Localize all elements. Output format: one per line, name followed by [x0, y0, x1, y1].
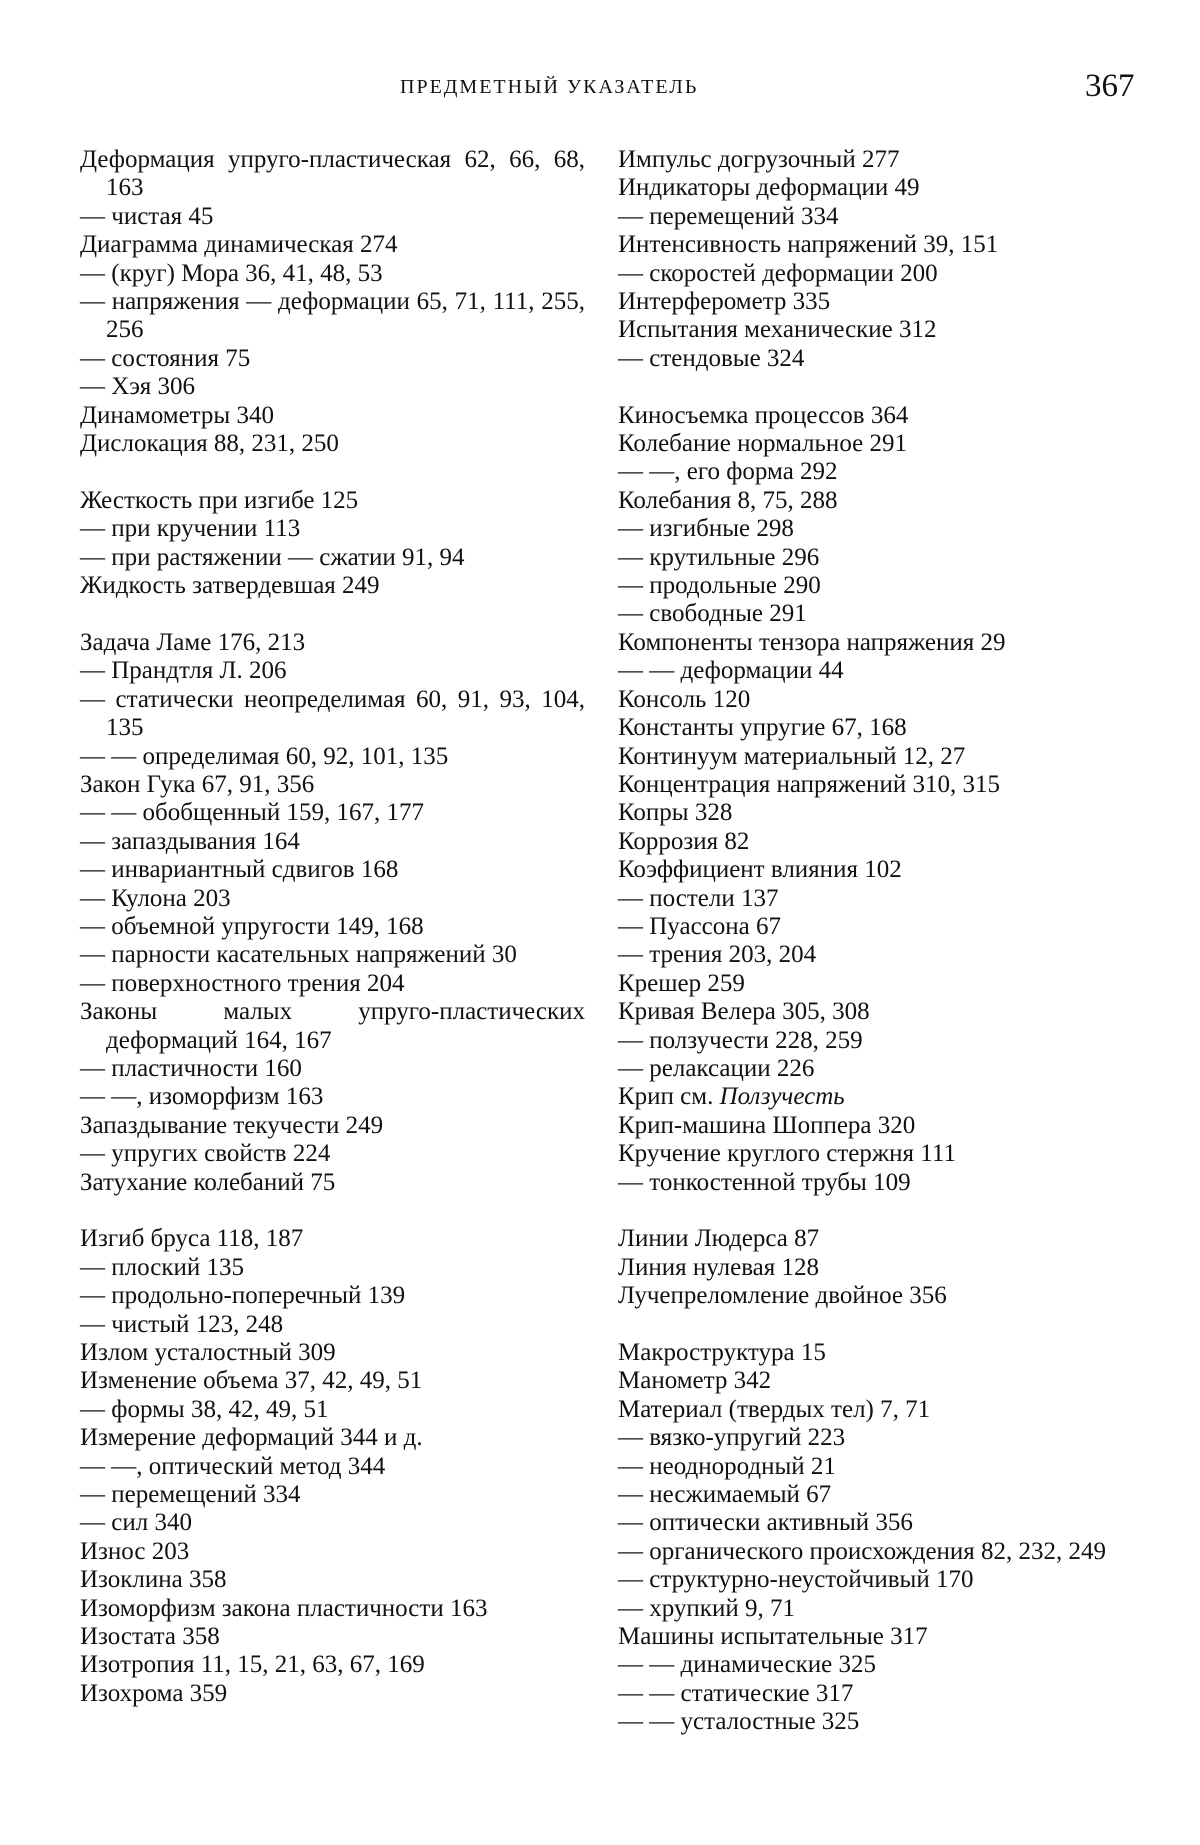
- index-entry: [618, 1566, 1123, 1594]
- index-entry: [618, 913, 1123, 941]
- index-entry: [618, 1680, 1123, 1708]
- index-entry-text: Манометр 342: [618, 1367, 772, 1395]
- index-entry-text: — ползучести 228, 259: [618, 1026, 863, 1054]
- index-entry: [618, 941, 1123, 969]
- index-entry-text: Динамометры 340: [80, 401, 274, 429]
- index-entry: [80, 1566, 585, 1594]
- index-entry: [618, 174, 1123, 202]
- index-entry-text: — продольно-поперечный 139: [80, 1282, 406, 1310]
- index-entry-text: Изохрома 359: [80, 1679, 228, 1707]
- index-entry-text: — напряжения — деформации 65, 71, 111, 255, 256: [80, 288, 585, 344]
- index-entry: [618, 600, 1123, 628]
- index-entry-text: — стендовые 324: [618, 344, 805, 372]
- index-entry-text: — неоднородный 21: [618, 1452, 836, 1480]
- index-entry-text: Макроструктура 15: [618, 1339, 826, 1367]
- index-entry-text: — поверхностного трения 204: [80, 969, 405, 997]
- index-entry: [618, 1140, 1123, 1168]
- index-entry-text: Константы упругие 67, 168: [618, 714, 907, 742]
- index-entry: [618, 686, 1123, 714]
- index-entry: [618, 629, 1123, 657]
- index-entry: [618, 1367, 1123, 1395]
- index-entry-crossref: Ползучесть: [719, 1083, 845, 1111]
- index-entry: [80, 487, 585, 515]
- index-entry-text: — — деформации 44: [618, 657, 844, 685]
- index-entry-text: — органического происхождения 82, 232, 249: [618, 1537, 1107, 1565]
- index-entry-text: — упругих свойств 224: [80, 1140, 331, 1168]
- index-entry: [618, 743, 1123, 771]
- index-entry-text: Колебание нормальное 291: [618, 430, 907, 458]
- index-entry: [618, 998, 1123, 1026]
- index-entry-text: Компоненты тензора напряжения 29: [618, 628, 1006, 656]
- index-entry: [618, 544, 1123, 572]
- index-entry-text: — инвариантный сдвигов 168: [80, 856, 399, 884]
- index-entry: [80, 885, 585, 913]
- index-entry-text: — релаксации 226: [618, 1054, 815, 1082]
- index-entry-text: Диаграмма динамическая 274: [80, 231, 398, 259]
- index-entry-text: — изгибные 298: [618, 515, 794, 543]
- index-entry-text: Изменение объема 37, 42, 49, 51: [80, 1367, 423, 1395]
- index-entry-text: Крешер 259: [618, 969, 745, 997]
- index-entry-text: — структурно-неустойчивый 170: [618, 1566, 974, 1594]
- index-entry-text: Лучепреломление двойное 356: [618, 1282, 947, 1310]
- index-entry-text: — скоростей деформации 200: [618, 259, 938, 287]
- index-entry-text: — Прандтля Л. 206: [80, 657, 287, 685]
- section-gap: [618, 1311, 1123, 1339]
- index-entry-text: Линия нулевая 128: [618, 1253, 820, 1281]
- index-entry: [80, 203, 585, 231]
- index-entry: [618, 1027, 1123, 1055]
- index-entry: [80, 146, 585, 203]
- index-entry-text: Кривая Велера 305, 308: [618, 998, 870, 1026]
- index-entry: [80, 1595, 585, 1623]
- index-entry: [618, 1708, 1123, 1736]
- index-entry-text: Деформация упруго-пластическая 62, 66, 68, 163: [80, 146, 585, 202]
- index-entry: [80, 544, 585, 572]
- index-entry-text: — Кулона 203: [80, 884, 231, 912]
- index-entry: [618, 515, 1123, 543]
- index-entry-text: — вязко-упругий 223: [618, 1424, 846, 1452]
- index-entry: [80, 288, 585, 345]
- index-entry: [80, 1112, 585, 1140]
- index-entry: [80, 686, 585, 743]
- index-entry: [618, 345, 1123, 373]
- index-entry: [618, 203, 1123, 231]
- index-entry: [80, 1396, 585, 1424]
- index-entry: [80, 1254, 585, 1282]
- index-entry: [618, 402, 1123, 430]
- index-entry: [618, 856, 1123, 884]
- index-entry: [80, 345, 585, 373]
- index-entry-text: — свободные 291: [618, 600, 807, 628]
- index-entry: [80, 515, 585, 543]
- index-entry-text: — постели 137: [618, 884, 779, 912]
- index-entry: [618, 1509, 1123, 1537]
- index-entry-text: — объемной упругости 149, 168: [80, 912, 424, 940]
- index-entry-text: — пластичности 160: [80, 1054, 302, 1082]
- index-entry-text: Линии Людерса 87: [618, 1225, 820, 1253]
- index-entry-text: — Пуассона 67: [618, 912, 781, 940]
- index-entry-text: Задача Ламе 176, 213: [80, 628, 306, 656]
- index-entry-text: Законы малых упруго-пластических деформаций 164, 167: [80, 998, 585, 1054]
- index-entry-text: — — определимая 60, 92, 101, 135: [80, 742, 449, 770]
- index-entry: [80, 231, 585, 259]
- index-entry-text: — —, изоморфизм 163: [80, 1083, 324, 1111]
- index-entry-text: — плоский 135: [80, 1253, 244, 1281]
- index-column-left: [80, 146, 585, 1708]
- index-entry: [80, 913, 585, 941]
- index-entry-text: Изотропия 11, 15, 21, 63, 67, 169: [80, 1651, 425, 1679]
- index-entry-text: Изоклина 358: [80, 1566, 227, 1594]
- index-entry-text: — сил 340: [80, 1509, 192, 1537]
- index-entry-text: — статически неопределимая 60, 91, 93, 104, 135: [80, 685, 585, 742]
- index-entry-text: Испытания механические 312: [618, 316, 937, 344]
- index-entry-text: — состояния 75: [80, 344, 251, 372]
- index-entry-text: Крип-машина Шоппера 320: [618, 1111, 916, 1139]
- index-entry-text: Машины испытательные 317: [618, 1623, 928, 1651]
- index-entry: [80, 1055, 585, 1083]
- index-entry-text: Жидкость затвердевшая 249: [80, 572, 380, 600]
- index-entry: [618, 1623, 1123, 1651]
- index-entry: [618, 1225, 1123, 1253]
- index-entry-text: — при растяжении — сжатии 91, 94: [80, 543, 465, 571]
- page-number: 367: [1085, 68, 1135, 104]
- index-entry: [618, 1169, 1123, 1197]
- index-entry-text: — Хэя 306: [80, 373, 195, 401]
- index-entry-text: — (круг) Мора 36, 41, 48, 53: [80, 259, 383, 287]
- index-entry-text: — тонкостенной трубы 109: [618, 1168, 911, 1196]
- index-entry-text: Индикаторы деформации 49: [618, 174, 920, 202]
- index-entry: [80, 1311, 585, 1339]
- index-entry: [80, 1083, 585, 1111]
- index-entry: [618, 487, 1123, 515]
- index-entry: [618, 146, 1123, 174]
- index-entry: [80, 629, 585, 657]
- index-entry: [618, 1339, 1123, 1367]
- index-entry-text: Изостата 358: [80, 1623, 220, 1651]
- index-column-right: [618, 146, 1123, 1737]
- index-entry-text: — чистый 123, 248: [80, 1310, 284, 1338]
- index-entry-text: Излом усталостный 309: [80, 1339, 336, 1367]
- index-entry-text: Изоморфизм закона пластичности 163: [80, 1594, 488, 1622]
- index-entry: [80, 1680, 585, 1708]
- index-entry-text: — — динамические 325: [618, 1651, 877, 1679]
- index-entry-text: Износ 203: [80, 1537, 190, 1565]
- index-entry: [618, 260, 1123, 288]
- index-entry: [618, 458, 1123, 486]
- index-entry: [80, 1367, 585, 1395]
- index-entry: [618, 1112, 1123, 1140]
- index-entry-text: — запаздывания 164: [80, 827, 300, 855]
- index-entry: [80, 402, 585, 430]
- index-entry-text: — продольные 290: [618, 572, 821, 600]
- index-entry: [618, 1651, 1123, 1679]
- index-entry: [80, 941, 585, 969]
- index-entry: [618, 288, 1123, 316]
- index-entry: [80, 1225, 585, 1253]
- index-entry: [618, 1055, 1123, 1083]
- section-gap: [618, 1197, 1123, 1225]
- index-entry-text: Закон Гука 67, 91, 356: [80, 770, 315, 798]
- index-entry-text: Киносъемка процессов 364: [618, 401, 909, 429]
- index-entry: [618, 572, 1123, 600]
- index-entry-text: — —, оптический метод 344: [80, 1452, 386, 1480]
- index-entry-text: — хрупкий 9, 71: [618, 1594, 795, 1622]
- index-entry: [618, 799, 1123, 827]
- index-entry-text: Запаздывание текучести 249: [80, 1111, 384, 1139]
- index-entry: [80, 1453, 585, 1481]
- index-entry-text: — перемещений 334: [618, 202, 839, 230]
- index-entry-text: Жесткость при изгибе 125: [80, 486, 359, 514]
- index-entry: [618, 316, 1123, 344]
- index-entry-text: Континуум материальный 12, 27: [618, 742, 966, 770]
- section-gap: [80, 458, 585, 486]
- index-entry: [80, 1424, 585, 1452]
- index-entry-text: — трения 203, 204: [618, 941, 817, 969]
- index-entry: [618, 1481, 1123, 1509]
- index-entry: [618, 771, 1123, 799]
- index-entry-text: Коэффициент влияния 102: [618, 856, 902, 884]
- index-entry-text: — — обобщенный 159, 167, 177: [80, 799, 424, 827]
- index-entry-text: Интерферометр 335: [618, 288, 831, 316]
- index-entry: [618, 657, 1123, 685]
- index-entry: [80, 799, 585, 827]
- index-entry-text: — —, его форма 292: [618, 458, 838, 486]
- index-entry: [80, 1651, 585, 1679]
- index-entry: [80, 1538, 585, 1566]
- index-entry: [618, 1538, 1123, 1566]
- index-entry-text: Дислокация 88, 231, 250: [80, 430, 339, 458]
- index-entry: [80, 1282, 585, 1310]
- index-entry: [80, 373, 585, 401]
- index-entry-text: Импульс догрузочный 277: [618, 146, 900, 173]
- index-entry: [618, 1453, 1123, 1481]
- index-entry-text: Коррозия 82: [618, 827, 750, 855]
- index-entry-text: — — усталостные 325: [618, 1708, 860, 1736]
- index-entry: [80, 1623, 585, 1651]
- index-entry-text: — перемещений 334: [80, 1481, 301, 1509]
- index-entry-text: Консоль 120: [618, 685, 751, 713]
- index-entry-text: Колебания 8, 75, 288: [618, 486, 838, 514]
- index-entry: [80, 998, 585, 1055]
- index-entry: [618, 1083, 1123, 1111]
- index-entry-text: Изгиб бруса 118, 187: [80, 1225, 304, 1253]
- index-entry: [80, 1481, 585, 1509]
- index-entry: [80, 1169, 585, 1197]
- section-gap: [80, 600, 585, 628]
- index-entry: [80, 1140, 585, 1168]
- index-entry: [80, 657, 585, 685]
- index-entry-text: — формы 38, 42, 49, 51: [80, 1395, 329, 1423]
- index-entry-text: — крутильные 296: [618, 543, 820, 571]
- running-header-title: ПРЕДМЕТНЫЙ УКАЗАТЕЛЬ: [400, 76, 699, 98]
- index-entry-text: Копры 328: [618, 799, 733, 827]
- index-entry: [80, 856, 585, 884]
- index-entry: [80, 743, 585, 771]
- index-entry: [618, 714, 1123, 742]
- index-entry-text: — чистая 45: [80, 202, 214, 230]
- index-entry-text: Крип см.: [618, 1083, 720, 1111]
- index-entry-text: Интенсивность напряжений 39, 151: [618, 231, 999, 259]
- section-gap: [618, 373, 1123, 401]
- index-entry: [80, 970, 585, 998]
- index-entry: [618, 1595, 1123, 1623]
- index-entry-text: — при кручении 113: [80, 515, 301, 543]
- index-entry: [618, 1282, 1123, 1310]
- index-entry-text: — несжимаемый 67: [618, 1481, 832, 1509]
- index-entry: [80, 1339, 585, 1367]
- index-entry: [618, 1424, 1123, 1452]
- index-entry: [80, 771, 585, 799]
- index-entry-text: Измерение деформаций 344 и д.: [80, 1424, 423, 1452]
- index-entry-text: Затухание колебаний 75: [80, 1168, 336, 1196]
- index-entry: [618, 1254, 1123, 1282]
- index-entry-text: — оптически активный 356: [618, 1509, 913, 1537]
- index-entry: [80, 828, 585, 856]
- index-entry: [618, 430, 1123, 458]
- index-entry: [80, 1509, 585, 1537]
- index-entry: [618, 970, 1123, 998]
- index-entry: [80, 572, 585, 600]
- section-gap: [80, 1197, 585, 1225]
- index-entry-text: Материал (твердых тел) 7, 71: [618, 1395, 931, 1423]
- index-entry: [618, 885, 1123, 913]
- index-entry: [618, 231, 1123, 259]
- index-entry: [618, 828, 1123, 856]
- index-entry-text: Концентрация напряжений 310, 315: [618, 770, 1000, 798]
- index-entry: [80, 260, 585, 288]
- index-entry-text: Кручение круглого стержня 111: [618, 1140, 956, 1168]
- index-entry-text: — парности касательных напряжений 30: [80, 941, 517, 969]
- index-entry-text: — — статические 317: [618, 1679, 854, 1707]
- index-entry: [80, 430, 585, 458]
- index-entry: [618, 1396, 1123, 1424]
